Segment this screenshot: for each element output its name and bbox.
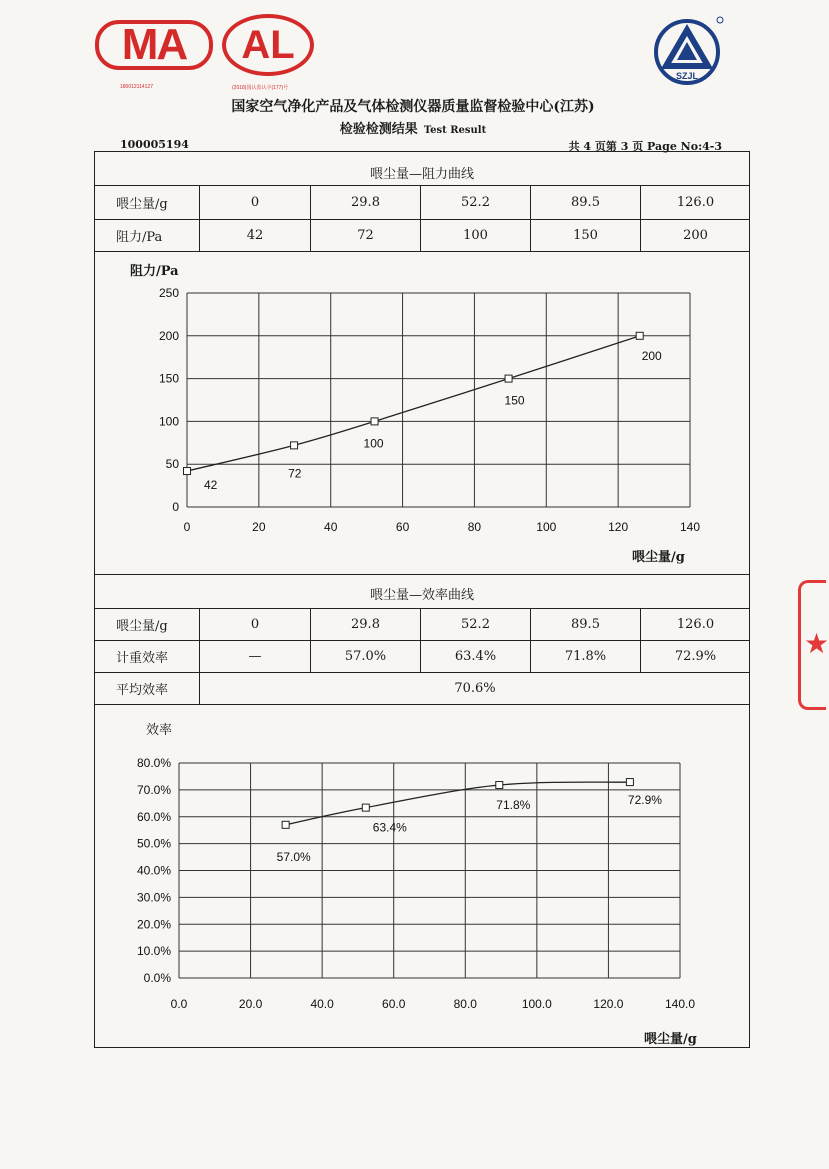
y-tick-label: 250: [158, 286, 179, 300]
resistance-cell: 72: [357, 228, 374, 243]
y-tick-label: 50.0%: [136, 836, 171, 851]
resistance-cell: 150: [573, 228, 598, 243]
chart1-xlabel: 喂尘量/g: [632, 550, 685, 565]
dust-load-cell: 126.0: [676, 195, 715, 210]
resistance-label: 阻力/Pa: [116, 230, 163, 245]
efficiency-label: 计重效率: [116, 651, 169, 666]
y-tick-label: 20.0%: [136, 917, 171, 932]
resistance-cell: 200: [683, 228, 708, 243]
efficiency-cell: 71.8%: [564, 649, 607, 664]
x-tick-label: 140.0: [664, 997, 696, 1011]
y-tick-label: 10.0%: [136, 944, 171, 959]
section2-title: 喂尘量—效率曲线: [369, 588, 474, 603]
x-tick-label: 40.0: [310, 997, 334, 1011]
chart1-ylabel: 阻力/Pa: [130, 264, 179, 279]
y-tick-label: 100: [158, 414, 179, 429]
x-tick-label: 120: [608, 520, 629, 534]
dust-load-cell: 52.2: [461, 195, 490, 210]
x-tick-label: 80: [467, 520, 482, 534]
cma-logo: MA: [95, 20, 213, 70]
y-tick-label: 50: [165, 457, 179, 472]
x-tick-label: 0: [183, 520, 191, 534]
x-tick-label: 60: [395, 520, 410, 534]
data-label: 42: [204, 478, 218, 493]
chart2-xlabel: 喂尘量/g: [644, 1032, 697, 1047]
y-tick-label: 70.0%: [136, 782, 171, 797]
y-tick-label: 80.0%: [136, 756, 171, 770]
dust-load-cell: 126.0: [676, 617, 715, 632]
resistance-cell: 42: [246, 228, 264, 243]
x-tick-label: 60.0: [382, 997, 406, 1011]
x-tick-label: 40: [324, 520, 338, 534]
x-tick-label: 20: [252, 520, 266, 534]
cal-logo: AL: [222, 14, 314, 76]
report-number: 100005194: [120, 138, 189, 151]
avg-efficiency-label: 平均效率: [116, 683, 169, 698]
data-label: 100: [363, 436, 384, 451]
data-label: 71.8%: [496, 798, 531, 813]
x-tick-label: 100: [536, 520, 557, 534]
data-label: 150: [504, 393, 525, 408]
data-label: 72.9%: [627, 793, 662, 808]
data-point: [282, 821, 289, 828]
x-tick-label: 80.0: [453, 997, 477, 1011]
data-point: [362, 804, 369, 811]
dust-load-label: 喂尘量/g: [116, 619, 168, 634]
data-label: 57.0%: [276, 849, 311, 864]
page-number: 共 4 页第 3 页 Page No:4-3: [568, 140, 722, 153]
dust-load-cell: 0: [250, 617, 260, 632]
dust-load-cell: 29.8: [351, 195, 380, 210]
x-tick-label: 120.0: [593, 997, 624, 1011]
szjl-logo-text: SZJL: [675, 71, 699, 81]
dust-load-cell: 89.5: [571, 617, 600, 632]
subtitle-cn: 检验检测结果: [339, 122, 418, 137]
y-tick-label: 0.0%: [143, 971, 171, 985]
efficiency-cell: 57.0%: [344, 649, 387, 664]
dust-load-cell: 89.5: [571, 195, 600, 210]
y-tick-label: 150: [158, 371, 179, 386]
chart2-ylabel: 效率: [146, 723, 173, 738]
dust-load-label: 喂尘量/g: [116, 197, 168, 212]
y-tick-label: 30.0%: [136, 890, 171, 905]
data-label: 200: [641, 348, 662, 363]
x-tick-label: 20.0: [238, 997, 263, 1011]
cal-logo-number: (2018)国认监认字(177)号: [232, 85, 289, 91]
efficiency-cell: —: [248, 649, 262, 664]
page-title: 国家空气净化产品及气体检测仪器质量监督检验中心(江苏): [231, 99, 595, 115]
efficiency-cell: 63.4%: [454, 649, 497, 664]
data-point: [626, 779, 633, 786]
x-tick-label: 0.0: [170, 997, 188, 1011]
x-tick-label: 140: [679, 520, 701, 534]
dust-load-cell: 52.2: [461, 617, 490, 632]
resistance-cell: 100: [463, 228, 488, 243]
x-tick-label: 100.0: [521, 997, 552, 1011]
data-point: [496, 782, 503, 789]
y-tick-label: 0: [172, 500, 179, 514]
dust-load-cell: 0: [250, 195, 260, 210]
data-label: 72: [288, 466, 302, 481]
data-label: 63.4%: [372, 820, 407, 835]
cma-logo-number: 180012114127: [120, 84, 153, 90]
series-line: [286, 782, 630, 825]
section1-title: 喂尘量—阻力曲线: [369, 167, 474, 182]
subtitle-en: Test Result: [423, 125, 487, 136]
y-tick-label: 200: [158, 328, 179, 343]
dust-load-cell: 29.8: [351, 617, 380, 632]
avg-efficiency-value: 70.6%: [454, 681, 496, 696]
y-tick-label: 40.0%: [136, 863, 171, 878]
y-tick-label: 60.0%: [136, 809, 171, 824]
efficiency-cell: 72.9%: [674, 649, 717, 664]
seal-star-icon: ★: [804, 627, 829, 660]
